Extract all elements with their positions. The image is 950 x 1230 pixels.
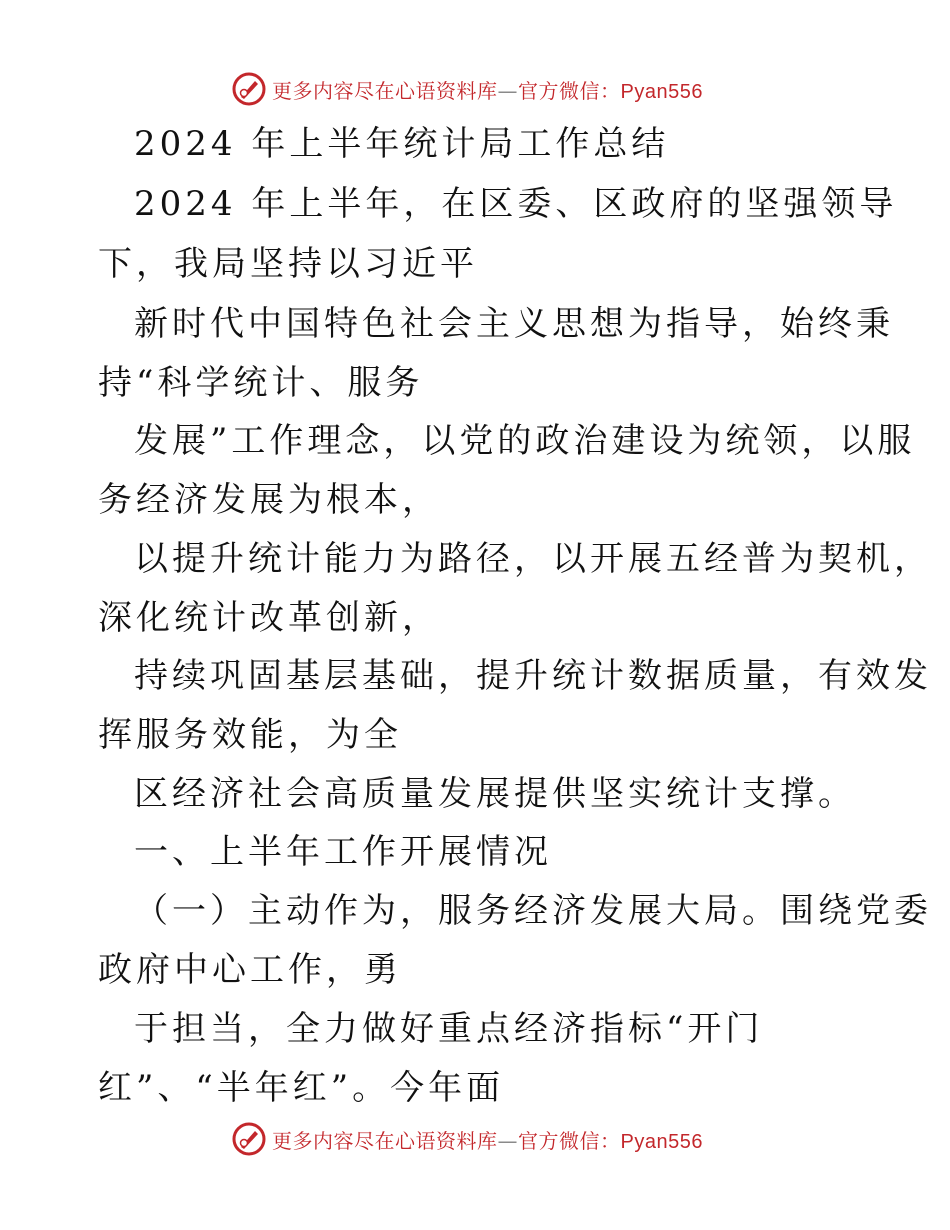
watermark-wechat-id: Pyan556: [620, 1130, 703, 1153]
paragraph-line: 以提升统计能力为路径，以开展五经普为契机，: [134, 539, 932, 579]
watermark-text: [272, 75, 703, 104]
watermark-main: 更多内容尽在心语资料库: [272, 1128, 498, 1153]
paragraph-line: 持“科学统计、服务: [98, 363, 424, 403]
paragraph-line: 2024 年上半年，在区委、区政府的坚强领导: [134, 184, 898, 224]
paragraph-line: 下，我局坚持以习近平: [98, 244, 478, 284]
watermark-label: 官方微信：: [518, 1128, 621, 1153]
watermark-footer: [232, 1122, 703, 1156]
watermark-dash: —: [497, 78, 518, 103]
document-title: 2024 年上半年统计局工作总结: [134, 124, 670, 164]
paragraph-line: 发展”工作理念，以党的政治建设为统领，以服: [134, 421, 916, 461]
section-heading: 一、上半年工作开展情况: [134, 832, 552, 872]
paragraph-line: 于担当，全力做好重点经济指标“开门: [134, 1009, 764, 1049]
paragraph-line: 区经济社会高质量发展提供坚实统计支撑。: [134, 774, 856, 814]
watermark-dash: —: [497, 1128, 518, 1153]
paragraph-line: 深化统计改革创新，: [98, 598, 440, 638]
watermark-text: [272, 1125, 703, 1154]
quill-logo-icon: [232, 72, 266, 106]
paragraph-line: 新时代中国特色社会主义思想为指导，始终秉: [134, 304, 894, 344]
paragraph-line: 务经济发展为根本，: [98, 480, 440, 520]
quill-logo-icon: [232, 1122, 266, 1156]
subsection-line: （一）主动作为，服务经济发展大局。围绕党委: [134, 891, 932, 931]
watermark-wechat-id: Pyan556: [620, 80, 703, 103]
watermark-main: 更多内容尽在心语资料库: [272, 78, 498, 103]
paragraph-line: 持续巩固基层基础，提升统计数据质量，有效发: [134, 656, 932, 696]
watermark-label: 官方微信：: [518, 78, 621, 103]
paragraph-line: 红”、“半年红”。今年面: [98, 1068, 505, 1108]
watermark-header: [232, 72, 703, 106]
paragraph-line: 挥服务效能，为全: [98, 715, 402, 755]
paragraph-line: 政府中心工作，勇: [98, 950, 402, 990]
